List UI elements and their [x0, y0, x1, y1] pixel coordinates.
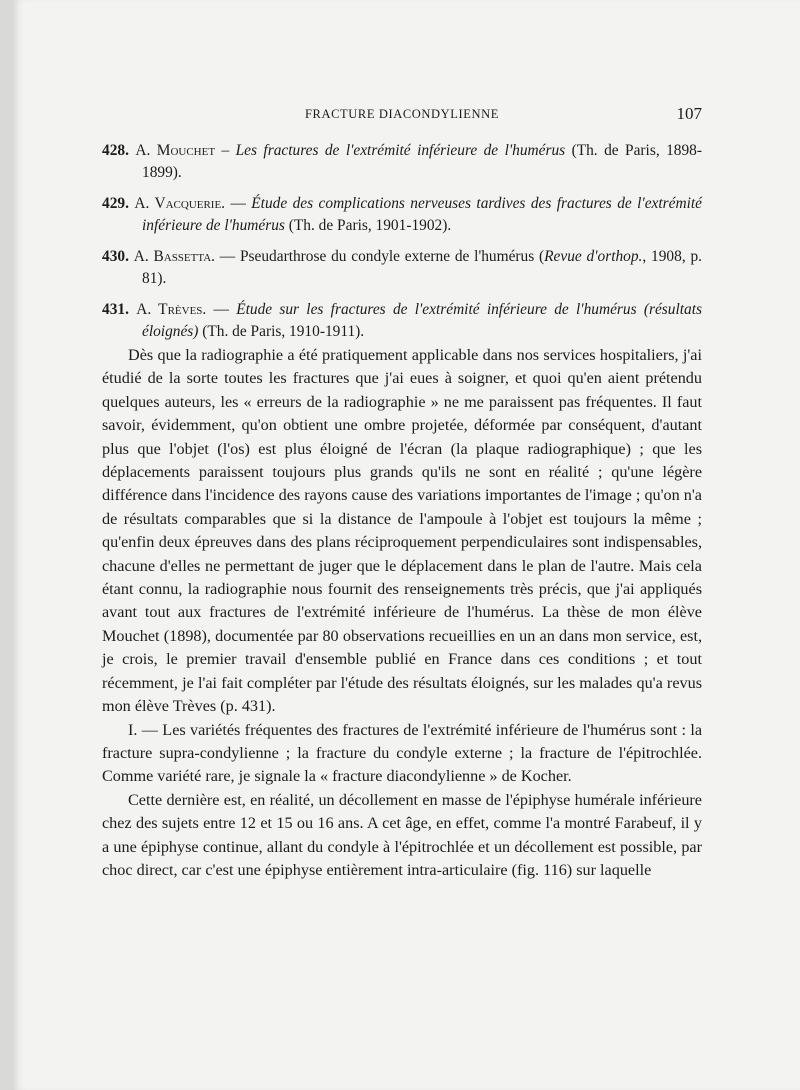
running-head [102, 104, 702, 126]
reference-list [102, 140, 702, 352]
reference-item: 431. A. Trèves. — Étude sur les fractures de l'extrémité inférieure de l'humérus (résultats éloignés) (Th. de Paris, 1910-1911). [102, 301, 702, 340]
reference-author: A. Trèves. [136, 301, 207, 318]
reference-item: 429. A. Vacquerie. — Étude des complications nerveuses tardives des fractures de l'extrémité inférieure de l'humérus (Th. de Paris, 1901-1902). [102, 195, 702, 234]
running-title: FRACTURE DIACONDYLIENNE [305, 107, 499, 121]
reference-author: A. Bassetta. [133, 248, 215, 265]
paragraph: I. — Les variétés fréquentes des fractures de l'extrémité inférieure de l'humérus sont : la fracture supra-condylienne ; la fracture du condyle externe ; la fracture de l'épitrochlée. Comme variété rare, je signale la « fracture diacondylienne » de Kocher. [102, 720, 702, 786]
reference-title: Les fractures de l'extrémité inférieure de l'humérus [235, 142, 566, 159]
body-text [102, 344, 702, 882]
reference-title: Étude sur les fractures de l'extrémité inférieure de l'humérus (résultats éloignés) [142, 301, 702, 340]
reference-item: 430. A. Bassetta. — Pseudarthrose du condyle externe de l'humérus (Revue d'orthop., 1908, p. 81). [102, 248, 702, 287]
page-number: 107 [676, 104, 702, 123]
reference-author: A. Mouchet [135, 142, 216, 159]
book-page [12, 0, 800, 1090]
paragraph: Cette dernière est, en réalité, un décollement en masse de l'épiphyse humérale inférieure chez des sujets entre 12 et 15 ou 16 ans. A cet âge, en effet, comme l'a montré Farabeuf, il y a une épiphyse continue, allant du condyle à l'épitrochlée et un décollement est possible, par choc direct, car c'est une épiphyse entièrement intra-articulaire (fig. 116) sur laquelle [102, 790, 702, 879]
reference-title: Étude des complications nerveuses tardives des fractures de l'extrémité inférieure de l'humérus [142, 195, 702, 234]
paragraph: Dès que la radiographie a été pratiquement applicable dans nos services hospitaliers, j'ai étudié de la sorte toutes les fractures que j'ai eues à soigner, et quoi qu'en aient prétendu quelques auteurs, les « erreurs de la radiographie » ne me paraissent pas fréquentes. Il faut savoir, évidemment, qu'on obtient une ombre projetée, déformée par conséquent, d'autant plus que l'objet (l'os) est plus éloigné de l'écran (la plaque radiographique) ; que les déplacements paraissent toujours plus grands qu'ils ne sont en réalité ; qu'une légère différence dans l'incidence des rayons cause des variations importantes de l'image ; qu'on n'a de résultats comparables que si la distance de l'ampoule à l'objet est toujours la même ; qu'enfin deux épreuves dans des plans réciproquement perpendiculaires sont indispensables, chacune d'elles ne permettant de juger que le déplacement dans le plan de l'autre. Mais cela étant connu, la radiographie nous fournit des renseignements très précis, que j'ai appliqués avant tout aux fractures de l'extrémité inférieure de l'humérus. La thèse de mon élève Mouchet (1898), documentée par 80 observations recueillies en un an dans mon service, est, je crois, le premier travail d'ensemble publié en France dans ces conditions ; et tout récemment, je l'ai fait compléter par l'étude des résultats éloignés, sur les malades qu'a revus mon élève Trèves (p. 431). [102, 346, 702, 716]
reference-item: 428. A. Mouchet – Les fractures de l'extrémité inférieure de l'humérus (Th. de Paris, 1898-1899). [102, 142, 702, 181]
reference-author: A. Vacquerie. [134, 195, 226, 212]
reference-journal: Revue d'orthop. [544, 248, 643, 265]
